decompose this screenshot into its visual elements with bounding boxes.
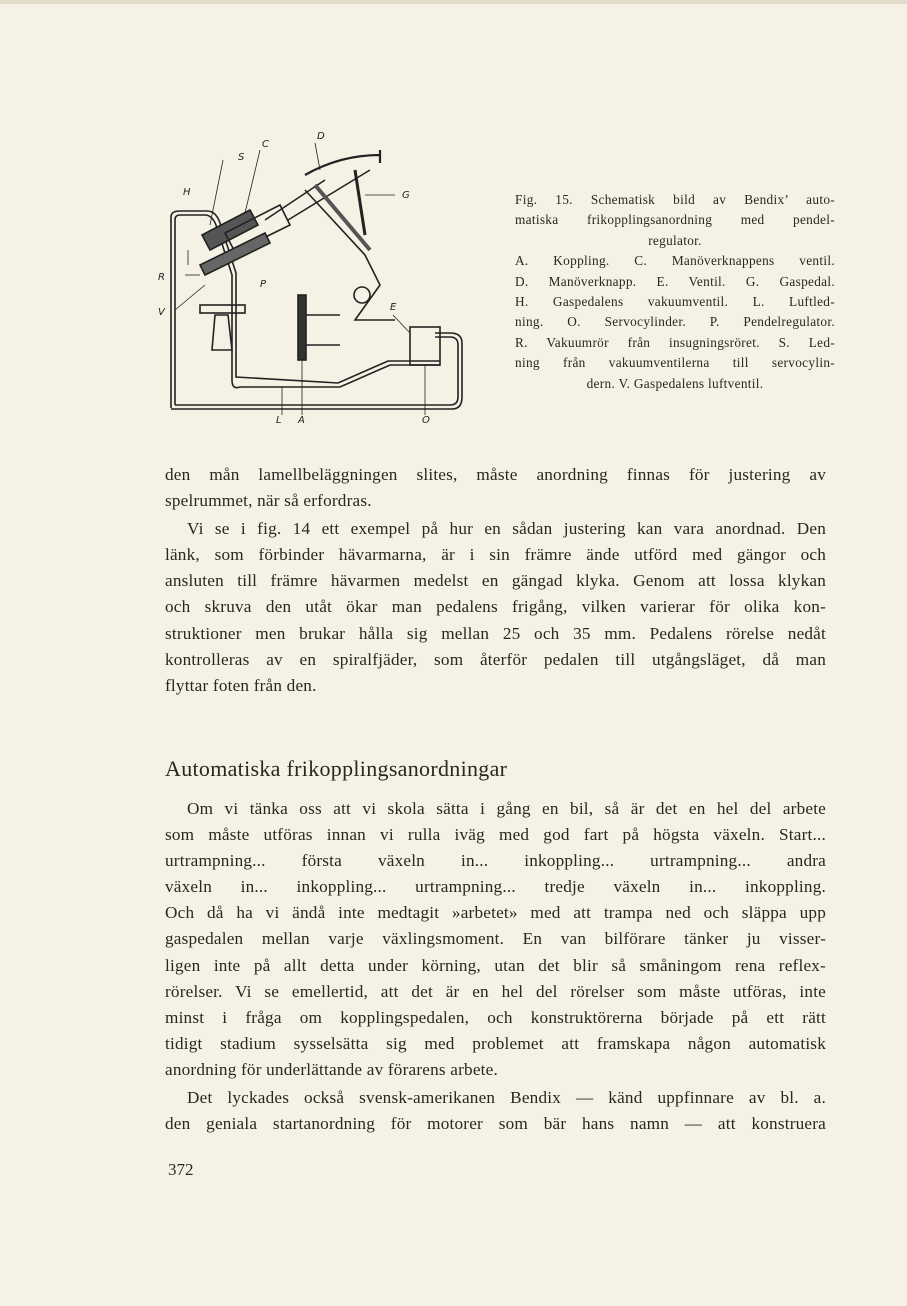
label-o: O xyxy=(422,415,430,425)
text-line: tidigt stadium sysselsätta sig med problemet att framskapa någon automatisk xyxy=(165,1033,826,1053)
label-v: V xyxy=(158,307,165,318)
section-heading: Automatiska frikopplingsanordningar xyxy=(165,756,508,781)
body-section-2 xyxy=(165,796,826,1137)
text-line: Vi se i fig. 14 ett exempel på hur en sådan justering kan vara anordnad. Den xyxy=(187,519,826,539)
label-a: A xyxy=(298,415,305,425)
caption-line: R. Vakuumrör från insugningsröret. S. Led- xyxy=(515,334,835,350)
figure-caption xyxy=(515,190,835,394)
caption-line: A. Koppling. C. Manöverknappens ventil. xyxy=(515,253,835,269)
label-s: S xyxy=(238,152,245,163)
label-h: H xyxy=(183,187,191,198)
caption-line: regulator. xyxy=(648,232,702,248)
text-line: Och då ha vi ändå inte medtagit »arbetet» med att trampa ned och släppa upp xyxy=(165,903,826,923)
text-line: växeln in... inkoppling... urtrampning... tredje växeln in... inkoppling. xyxy=(165,877,826,897)
caption-line: dern. V. Gaspedalens luftventil. xyxy=(586,375,764,391)
page-number: 372 xyxy=(168,1160,194,1179)
text-line: den mån lamellbeläggningen slites, måste anordning finnas för justering av xyxy=(165,465,826,484)
text-line: kontrolleras av en spiralfjäder, som återför pedalen till utgångsläget, då man xyxy=(165,649,826,669)
text-line: länk, som förbinder hävarmarna, är i sin främre ände utförd med gängor och xyxy=(165,545,826,565)
text-line: ansluten till främre hävarmen medelst en gängad klyka. Genom att lossa klykan xyxy=(165,571,826,591)
page-edge xyxy=(0,0,907,4)
figure-15-diagram xyxy=(140,125,480,425)
text-line: den geniala startanordning för motorer som bär hans namn — att konstruera xyxy=(165,1114,826,1134)
label-e: E xyxy=(390,302,397,313)
text-line: Om vi tänka oss att vi skola sätta i gång en bil, så är det en hel del arbete xyxy=(187,799,826,818)
caption-line: Fig. 15. Schematisk bild av Bendix’ auto- xyxy=(515,192,835,207)
text-line: Det lyckades också svensk-amerikanen Bendix — känd uppfinnare av bl. a. xyxy=(187,1088,826,1108)
label-g: G xyxy=(402,190,410,201)
label-d: D xyxy=(317,131,325,142)
label-c: C xyxy=(262,139,269,150)
text-line: och skruva den utåt ökar man pedalens frigång, vilken varierar för olika kon- xyxy=(165,597,826,617)
text-line: urtrampning... första växeln in... inkoppling... urtrampning... andra xyxy=(165,851,826,871)
text-line: spelrummet, när så erfordras. xyxy=(165,491,372,511)
text-line: minst i fråga om kopplingspedalen, och konstruktörerna började på ett rätt xyxy=(165,1007,826,1027)
text-line: gaspedalen mellan varje växlingsmoment. En van bilförare tänker ju visser- xyxy=(165,929,826,949)
caption-line: H. Gaspedalens vakuumventil. L. Luftled- xyxy=(515,294,835,310)
text-line: som måste utföras innan vi rulla iväg med god fart på högsta växeln. Start... xyxy=(165,825,826,845)
caption-line: matiska frikopplingsanordning med pendel- xyxy=(515,212,835,228)
text-line: rörelser. Vi se emellertid, att det är en hel del rörelser som måste utföras, inte xyxy=(165,981,826,1001)
paragraph xyxy=(165,462,826,514)
paragraph xyxy=(165,1085,826,1137)
caption-line: ning. O. Servocylinder. P. Pendelregulator. xyxy=(515,314,835,330)
paragraph xyxy=(165,516,826,699)
text-line: ligen inte på allt detta under körning, utan det blir så småningom rena reflex- xyxy=(165,955,826,975)
text-line: flyttar foten från den. xyxy=(165,675,317,695)
body-section-1 xyxy=(165,462,826,699)
caption-line: ning från vakuumventilerna till servocylin- xyxy=(515,355,835,371)
text-line: anordning för underlättande av förarens arbete. xyxy=(165,1059,498,1079)
paragraph xyxy=(165,796,826,1083)
label-l: L xyxy=(276,415,282,425)
label-r: R xyxy=(158,272,165,283)
label-p: P xyxy=(260,279,267,290)
caption-line: D. Manöverknapp. E. Ventil. G. Gaspedal. xyxy=(515,273,835,289)
text-line: struktioner men brukar hålla sig mellan 25 och 35 mm. Pedalens rörelse nedåt xyxy=(165,623,826,643)
